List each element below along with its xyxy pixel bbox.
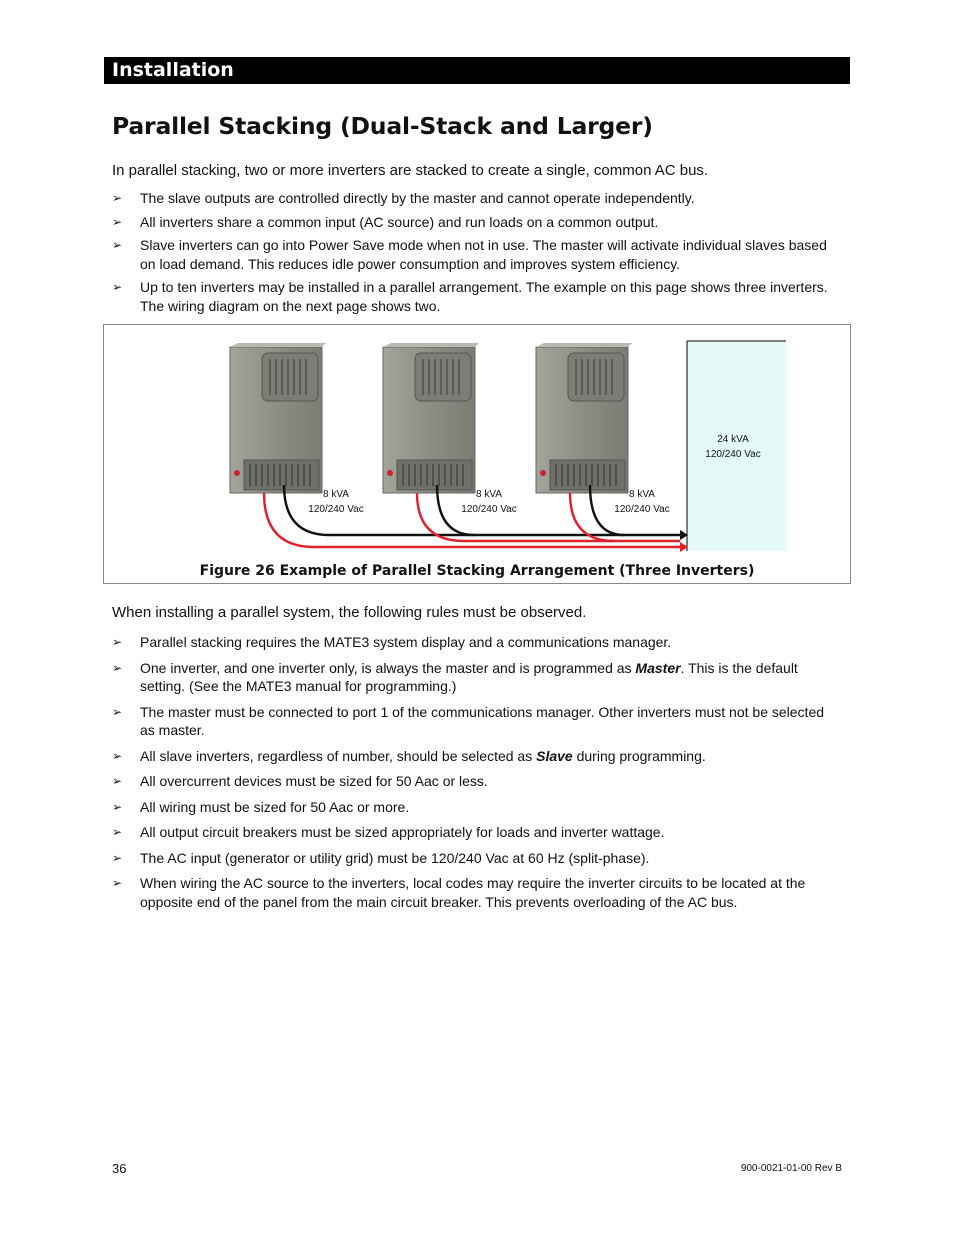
document-number: 900-0021-01-00 Rev B [740, 1163, 842, 1174]
inverter-icon [383, 343, 479, 493]
arrow-bullet-icon: ➢ [112, 774, 123, 788]
list-item-text: during programming. [572, 747, 706, 764]
inverter-voltage: 120/240 Vac [461, 504, 517, 515]
figure-caption: Figure 26 Example of Parallel Stacking Arrangement (Three Inverters) [199, 563, 755, 579]
arrow-bullet-icon: ➢ [112, 660, 123, 675]
ac-bus-label [688, 432, 778, 462]
inverter-icon [230, 343, 326, 493]
arrow-bullet-icon: ➢ [112, 825, 123, 839]
page-title: Parallel Stacking (Dual-Stack and Larger) [112, 112, 653, 140]
arrow-bullet-icon: ➢ [112, 704, 123, 719]
arrow-bullet-icon: ➢ [112, 850, 123, 865]
page-number: 36 [112, 1161, 127, 1176]
list-item [112, 798, 842, 817]
inverter-power: 8 kVA [629, 489, 655, 500]
arrow-bullet-icon: ➢ [112, 635, 123, 649]
list-item [112, 823, 842, 842]
inverter-power: 8 kVA [323, 489, 349, 500]
list-item [112, 236, 842, 273]
list-item [112, 213, 842, 232]
arrow-bullet-icon: ➢ [112, 876, 123, 890]
list-item-text: All output circuit breakers must be sized appropriately for loads and inverter wattage. [140, 824, 665, 840]
list-item-text: All inverters share a common input (AC source) and run loads on a common output. [140, 213, 659, 230]
inverter-voltage: 120/240 Vac [614, 504, 670, 515]
list-item-text: The slave outputs are controlled directly by the master and cannot operate independently. [140, 190, 695, 206]
figure-26 [103, 324, 851, 584]
inverter-power: 8 kVA [476, 489, 502, 500]
inverter-1-label [291, 487, 381, 517]
list-item [112, 189, 842, 208]
list-item-text: All slave inverters, regardless of number, should be selected as [140, 747, 537, 764]
list-item [112, 849, 842, 868]
arrow-bullet-icon: ➢ [112, 214, 123, 229]
list-item-text: The master must be connected to port 1 of the communications manager. Other inverters must not be selected as master. [140, 703, 825, 738]
bus-power: 24 kVA [717, 434, 749, 445]
list-item-text: Up to ten inverters may be installed in a parallel arrangement. The example on this page shows three inverters. The wiring diagram on the next page shows two. [140, 279, 828, 314]
rules-intro: When installing a parallel system, the following rules must be observed. [112, 604, 587, 621]
list-item-text: When wiring the AC source to the inverters, local codes may require the inverter circuits to be located at the opposite end of the panel from the main circuit breaker. This prevents overloading of the AC bus. [140, 875, 806, 910]
section-header: Installation [104, 57, 850, 84]
list-item-text: Parallel stacking requires the MATE3 system display and a communications manager. [140, 634, 672, 650]
list-item [112, 278, 842, 315]
list-item [112, 747, 842, 766]
inverter-icon [536, 343, 632, 493]
inverter-3-label [597, 487, 687, 517]
intro-paragraph: In parallel stacking, two or more inverters are stacked to create a single, common AC bus. [112, 162, 709, 179]
bus-voltage: 120/240 Vac [705, 449, 761, 460]
list-item-text: One inverter, and one inverter only, is always the master and is programmed as [140, 659, 636, 676]
list-item-text: All overcurrent devices must be sized for 50 Aac or less. [140, 773, 488, 789]
list-item [112, 659, 842, 696]
arrow-bullet-icon: ➢ [112, 748, 123, 763]
list-item [112, 772, 842, 791]
keyword-master: Master [635, 659, 681, 676]
list-item [112, 703, 842, 740]
list-item-text: Slave inverters can go into Power Save mode when not in use. The master will activate individual slaves based on load demand. This reduces idle power consumption and improves system efficiency. [140, 237, 827, 272]
list-item [112, 633, 842, 652]
list-item [112, 874, 842, 911]
keyword-slave: Slave [536, 747, 573, 764]
arrow-bullet-icon: ➢ [112, 280, 123, 294]
inverter-voltage: 120/240 Vac [308, 504, 364, 515]
arrow-bullet-icon: ➢ [112, 238, 123, 252]
inverter-2-label [444, 487, 534, 517]
list-item-text: The AC input (generator or utility grid) must be 120/240 Vac at 60 Hz (split-phase). [140, 849, 650, 866]
arrow-bullet-icon: ➢ [112, 191, 123, 205]
list-item-text: . This is the default setting. (See the MATE3 manual for programming.) [140, 659, 798, 694]
arrow-bullet-icon: ➢ [112, 799, 123, 814]
rules-list [112, 633, 842, 911]
feature-list [112, 189, 842, 315]
list-item-text: All wiring must be sized for 50 Aac or more. [140, 798, 410, 815]
